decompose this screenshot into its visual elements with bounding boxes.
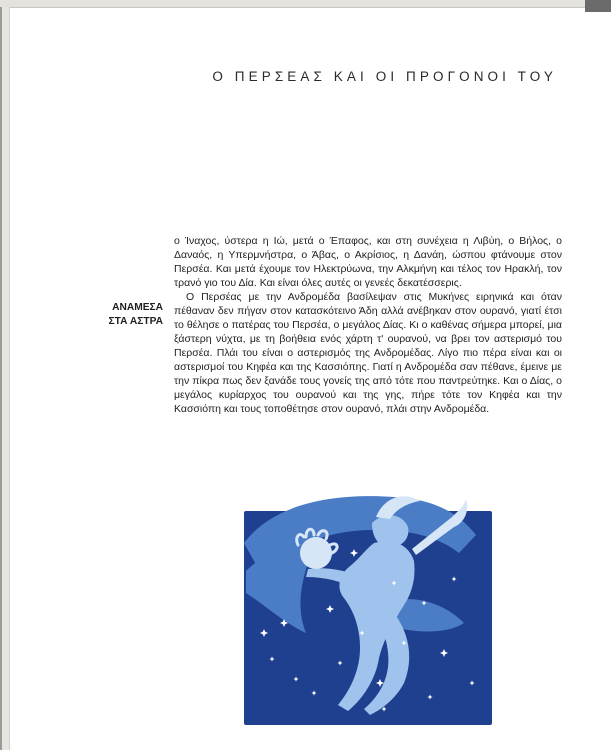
page-top-edge bbox=[0, 0, 611, 8]
paragraph-2: Ο Περσέας με την Ανδρομέδα βασίλεψαν στις Μυκήνες ειρηνικά και όταν πέθαναν δεν πήγαν στον κατασκότεινο Άδη αλλά ανέβηκαν στον ουρανό, γιατί έτσι το θέλησε ο πατέρας του Περσέα, ο μεγάλος Δίας. Κι ο καθένας σήμερα μπορεί, μια ξάστερη νύχτα, με τη βοήθεια ενός χάρτη τ' ουρανού, να βρει τον αστερισμό του Περσέα. Πλάι του είναι ο αστερισμός της Ανδρομέδας. Λίγο πιο πέρα είναι και οι αστερισμοί του Κηφέα και της Κασσιόπης. Γιατί η Ανδρομέδα σαν πέθανε, έμεινε με την πίκρα πως δεν ξανάδε τους γονείς της από τότε που παντρεύτηκε. Και ο Δίας, ο μεγάλος κυρίαρχος του ουρανού και της γης, πήρε τότε τον Κηφέα και την Κασσιόπη και τους τοποθέτησε στον ουρανό, πλάι στην Ανδρομέδα. bbox=[174, 291, 562, 415]
chapter-title: Ο ΠΕΡΣΕΑΣ ΚΑΙ ΟΙ ΠΡΟΓΟΝΟΙ ΤΟΥ bbox=[212, 69, 557, 84]
page-binding-shadow bbox=[0, 7, 2, 750]
perseus-medusa-constellation-icon bbox=[244, 483, 494, 725]
page-corner-shadow bbox=[585, 0, 611, 12]
section-heading-line-1: ΑΝΑΜΕΣΑ bbox=[112, 302, 163, 313]
body-text bbox=[174, 234, 562, 416]
section-heading bbox=[100, 301, 163, 329]
section-heading-line-2: ΣΤΑ ΑΣΤΡΑ bbox=[108, 316, 163, 327]
paragraph-1: ο Ίναχος, ύστερα η Ιώ, μετά ο Έπαφος, και στη συνέχεια η Λιβύη, ο Βήλος, ο Δαναός, η Υπερμνήστρα, ο Άβας, ο Ακρίσιος, η Δανάη, ώσπου φτάνουμε στον Περσέα. Και μετά έχουμε τον Ηλεκτρύωνα, την Αλκμήνη και τέλος τον Ηρακλή, τον τρανό γιο του Δία. Και είναι όλες αυτές οι γενεές δεκατέσσερις. bbox=[174, 235, 562, 289]
